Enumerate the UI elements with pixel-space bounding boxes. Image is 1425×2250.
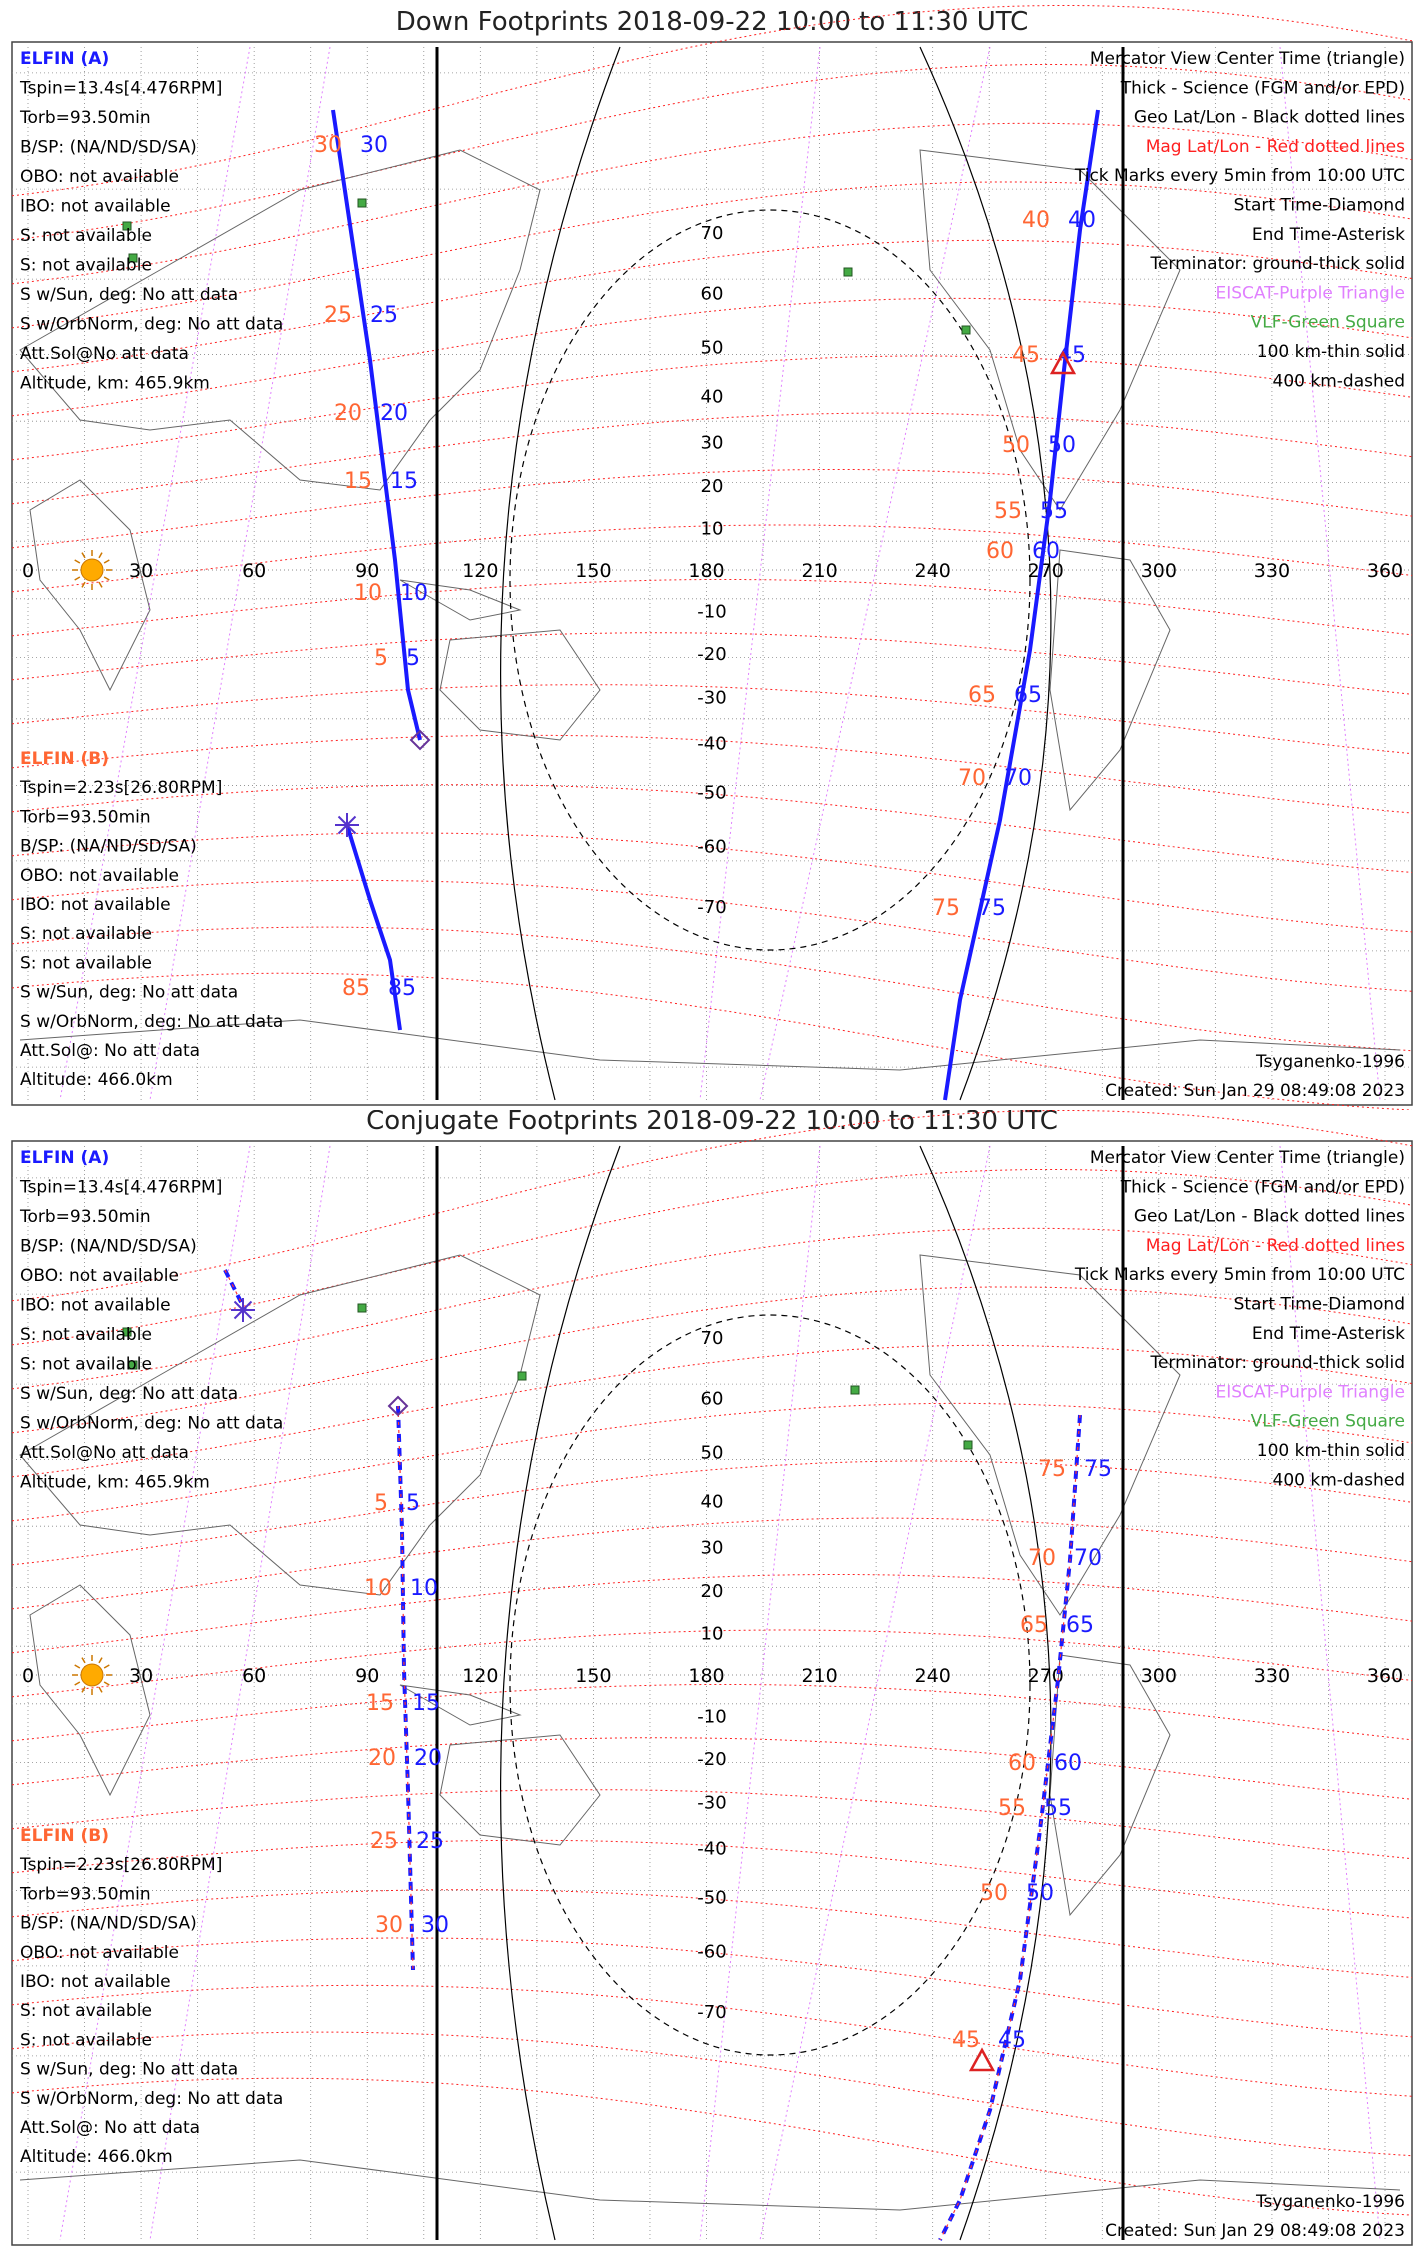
elfin-a-info-line: Torb=93.50min [20,1207,151,1227]
track-time-label: 55 [1044,1796,1072,1821]
elfin-b-info-line: Tspin=2.23s[26.80RPM] [20,1855,223,1876]
legend-line: Geo Lat/Lon - Black dotted lines [1133,107,1405,128]
lon-tick-label: 150 [575,1665,612,1687]
track-mag-label: 30 [314,133,342,158]
track-time-label: 60 [1032,539,1060,564]
track-mag-label: 40 [1022,208,1050,233]
elfin-a-info-line: OBO: not available [20,1266,179,1286]
track-mag-label: 60 [986,539,1014,564]
lon-tick-label: 180 [688,1665,725,1687]
legend-line: Tick Marks every 5min from 10:00 UTC [1074,166,1405,187]
lat-tick-label: 50 [700,1442,724,1464]
lon-tick-label: 240 [914,1665,951,1687]
track-mag-label: 55 [994,499,1022,524]
track-time-label: 75 [978,896,1006,921]
legend-line: Start Time-Diamond [1233,1294,1405,1315]
lat-tick-label: 30 [700,1537,724,1559]
vlf-station-marker [964,1441,972,1449]
lon-tick-label: 360 [1366,560,1404,582]
track-mag-label: 30 [375,1913,403,1938]
track-mag-label: 20 [368,1746,396,1771]
track-mag-label: 85 [342,976,370,1001]
legend-line: Thick - Science (FGM and/or EPD) [1120,78,1405,99]
elfin-b-info-line: S w/Sun, deg: No att data [20,982,239,1003]
track-mag-label: 65 [1020,1613,1048,1638]
lon-tick-label: 120 [462,560,499,582]
lat-tick-label: 50 [700,337,724,359]
legend-line: VLF-Green Square [1250,1411,1405,1432]
track-mag-label: 50 [1002,433,1030,458]
lon-tick-label: 360 [1366,1665,1404,1687]
lon-tick-label: 120 [462,1665,499,1687]
track-time-label: 50 [1048,433,1076,458]
track-time-label: 5 [406,1491,420,1516]
lat-tick-label: -70 [697,897,727,919]
track-time-label: 25 [416,1829,444,1854]
lat-tick-label: 70 [700,222,724,244]
elfin-b-info-line: S w/OrbNorm, deg: No att data [20,1011,284,1032]
elfin-b-info-line: OBO: not available [20,1942,179,1963]
elfin-a-info-line: S: not available [20,1325,152,1345]
elfin-b-info-line: B/SP: (NA/ND/SD/SA) [20,836,197,857]
elfin-a-info-line: S: not available [20,255,152,276]
elfin-b-info-line: Altitude: 466.0km [20,1070,173,1091]
elfin-b-title: ELFIN (B) [20,749,110,769]
lat-tick-label: -30 [697,687,727,709]
legend-line: Mercator View Center Time (triangle) [1089,1148,1405,1168]
lon-tick-label: 30 [128,560,154,582]
legend-line: End Time-Asterisk [1251,224,1405,245]
track-mag-label: 45 [1012,343,1040,368]
down-footprints-panel [0,0,1425,1110]
lat-tick-label: -70 [697,2002,727,2024]
track-time-label: 15 [390,469,418,494]
track-mag-label: 45 [952,2028,980,2053]
legend-line: Mag Lat/Lon - Red dotted lines [1145,136,1405,157]
elfin-b-info-line: Altitude: 466.0km [20,2147,173,2168]
track-time-label: 65 [1066,1613,1094,1638]
map-title: Conjugate Footprints 2018-09-22 10:00 to 11:30 UTC [366,1110,1058,1136]
track-mag-label: 60 [1008,1751,1036,1776]
lat-tick-label: -60 [697,836,727,858]
elfin-a-info-line: Tspin=13.4s[4.476RPM] [20,1177,223,1198]
track-time-label: 55 [1040,499,1068,524]
track-time-label: 20 [414,1746,442,1771]
lon-tick-label: 300 [1140,560,1177,582]
lon-tick-label: 90 [355,560,380,582]
elfin-a-title: ELFIN (A) [20,1148,110,1168]
created-label: Created: Sun Jan 29 08:49:08 2023 [1105,2221,1405,2241]
legend-line: 400 km-dashed [1272,371,1405,392]
track-time-label: 50 [1026,1881,1054,1906]
elfin-a-info-line: S w/OrbNorm, deg: No att data [20,314,284,335]
elfin-a-info-line: IBO: not available [20,1295,171,1316]
track-mag-label: 5 [374,646,388,671]
lat-tick-label: 20 [700,1581,724,1603]
track-time-label: 10 [400,581,428,606]
legend-line: Mercator View Center Time (triangle) [1089,49,1405,69]
end-time-asterisk [231,1298,255,1322]
track-mag-label: 75 [1038,1457,1066,1482]
lat-tick-label: -20 [697,1748,727,1770]
elfin-b-info-line: S w/Sun, deg: No att data [20,2059,239,2080]
track-mag-label: 20 [334,401,362,426]
elfin-a-info-line: B/SP: (NA/ND/SD/SA) [20,137,197,158]
track-time-label: 75 [1084,1457,1112,1482]
legend-line: Mag Lat/Lon - Red dotted lines [1145,1235,1405,1256]
elfin-b-info-line: Att.Sol@: No att data [20,2118,201,2138]
lon-tick-label: 30 [128,1665,154,1687]
lon-tick-label: 60 [242,1665,267,1687]
lat-tick-label: -10 [697,601,727,623]
track-time-label: 85 [388,976,416,1001]
elfin-a-info-line: Att.Sol@No att data [20,1443,189,1463]
vlf-station-marker [518,1372,526,1380]
lat-tick-label: 30 [700,432,724,454]
elfin-a-info-line: S w/OrbNorm, deg: No att data [20,1413,284,1434]
map-title: Down Footprints 2018-09-22 10:00 to 11:30 UTC [395,7,1029,37]
elfin-a-info-line: B/SP: (NA/ND/SD/SA) [20,1236,197,1257]
lon-tick-label: 210 [801,1665,838,1687]
lat-tick-label: 10 [700,518,724,540]
track-time-label: 25 [370,303,398,328]
elfin-b-info-line: Tspin=2.23s[26.80RPM] [20,778,223,799]
legend-line: Geo Lat/Lon - Black dotted lines [1133,1206,1405,1227]
elfin-a-info-line: Att.Sol@No att data [20,344,189,364]
lat-tick-label: -20 [697,643,727,665]
lat-tick-label: -60 [697,1941,727,1963]
lon-tick-label: 300 [1140,1665,1177,1687]
elfin-a-info-line: Tspin=13.4s[4.476RPM] [20,78,223,99]
legend-line: Terminator: ground-thick solid [1150,1353,1405,1374]
lat-tick-label: 20 [700,476,724,498]
elfin-a-info-line: Altitude, km: 465.9km [20,1472,210,1493]
lon-tick-label: 0 [21,560,35,582]
lon-tick-label: 60 [242,560,267,582]
elfin-a-info-line: S: not available [20,226,152,246]
track-mag-label: 75 [932,896,960,921]
elfin-b-info-line: IBO: not available [20,1972,171,1992]
track-time-label: 70 [1074,1546,1102,1571]
elfin-b-info-line: S: not available [20,953,152,974]
lon-tick-label: 270 [1027,1665,1064,1687]
lat-tick-label: -10 [697,1706,727,1728]
lat-tick-label: -50 [697,1887,727,1909]
track-mag-label: 25 [370,1829,398,1854]
lon-tick-label: 240 [914,560,951,582]
elfin-b-info-line: OBO: not available [20,865,179,886]
legend-line: Thick - Science (FGM and/or EPD) [1120,1177,1405,1198]
track-mag-label: 5 [374,1491,388,1516]
track-time-label: 20 [380,401,408,426]
track-time-label: 30 [421,1913,449,1938]
track-time-label: 45 [1058,343,1086,368]
track-mag-label: 55 [998,1796,1026,1821]
lat-tick-label: -50 [697,782,727,804]
elfin-b-info-line: S: not available [20,2001,152,2022]
elfin-a-info-line: S w/Sun, deg: No att data [20,285,239,305]
lon-tick-label: 0 [21,1665,35,1687]
legend-line: Start Time-Diamond [1233,195,1405,216]
track-time-label: 45 [998,2028,1026,2053]
lat-tick-label: 70 [700,1327,724,1349]
legend-line: End Time-Asterisk [1251,1323,1405,1344]
legend-line: 400 km-dashed [1272,1470,1405,1491]
track-time-label: 70 [1004,766,1032,791]
track-mag-label: 25 [324,303,352,328]
lon-tick-label: 330 [1253,1665,1291,1687]
elfin-a-info-line: Torb=93.50min [20,108,151,128]
end-time-asterisk [335,813,359,837]
model-label: Tsyganenko-1996 [1255,2192,1405,2212]
lon-tick-label: 90 [355,1665,380,1687]
legend-line: Tick Marks every 5min from 10:00 UTC [1074,1265,1405,1286]
elfin-a-title: ELFIN (A) [20,49,110,69]
legend-line: Terminator: ground-thick solid [1150,254,1405,275]
vlf-station-marker [358,1304,366,1312]
lat-tick-label: -30 [697,1792,727,1814]
elfin-b-info-line: S w/OrbNorm, deg: No att data [20,2088,284,2109]
track-time-label: 60 [1054,1751,1082,1776]
track-time-label: 5 [406,646,420,671]
conjugate-footprints-panel [0,1110,1425,2250]
lat-tick-label: 60 [700,1388,724,1410]
lon-tick-label: 150 [575,560,612,582]
legend-line: VLF-Green Square [1250,312,1405,333]
track-mag-label: 70 [1028,1546,1056,1571]
down-footprints-map [0,0,1425,1110]
elfin-b-info-line: Torb=93.50min [20,807,151,828]
elfin-b-title: ELFIN (B) [20,1826,110,1846]
elfin-a-info-line: IBO: not available [20,196,171,217]
elfin-b-info-line: S: not available [20,2030,152,2051]
lat-tick-label: 40 [700,386,724,408]
elfin-a-info-line: OBO: not available [20,167,179,187]
track-mag-label: 10 [354,581,382,606]
elfin-b-info-line: S: not available [20,924,152,945]
lat-tick-label: 40 [700,1491,724,1513]
conjugate-footprints-map [0,1110,1425,2250]
track-mag-label: 10 [364,1576,392,1601]
lon-tick-label: 270 [1027,560,1064,582]
vlf-station-marker [962,326,970,334]
track-mag-label: 50 [980,1881,1008,1906]
legend-line: 100 km-thin solid [1256,1441,1405,1461]
track-mag-label: 70 [958,766,986,791]
legend-line: EISCAT-Purple Triangle [1215,1382,1405,1403]
model-label: Tsyganenko-1996 [1255,1052,1405,1072]
track-mag-label: 65 [968,683,996,708]
sun-disc [81,559,103,581]
lat-tick-label: 60 [700,283,724,305]
lon-tick-label: 330 [1253,560,1291,582]
elfin-b-info-line: IBO: not available [20,895,171,915]
elfin-b-info-line: Att.Sol@: No att data [20,1041,201,1061]
track-time-label: 15 [412,1691,440,1716]
legend-line: 100 km-thin solid [1256,342,1405,362]
legend-line: EISCAT-Purple Triangle [1215,283,1405,304]
created-label: Created: Sun Jan 29 08:49:08 2023 [1105,1081,1405,1101]
vlf-station-marker [851,1386,859,1394]
vlf-station-marker [844,268,852,276]
track-time-label: 30 [360,133,388,158]
lon-tick-label: 210 [801,560,838,582]
elfin-a-info-line: S w/Sun, deg: No att data [20,1384,239,1404]
elfin-b-info-line: B/SP: (NA/ND/SD/SA) [20,1913,197,1934]
lat-tick-label: 10 [700,1623,724,1645]
lat-tick-label: -40 [697,1838,727,1860]
track-mag-label: 15 [366,1691,394,1716]
vlf-station-marker [358,199,366,207]
lon-tick-label: 180 [688,560,725,582]
track-time-label: 10 [410,1576,438,1601]
elfin-b-info-line: Torb=93.50min [20,1884,151,1905]
elfin-a-info-line: Altitude, km: 465.9km [20,373,210,394]
sun-disc [81,1664,103,1686]
elfin-a-info-line: S: not available [20,1354,152,1375]
track-time-label: 65 [1014,683,1042,708]
lat-tick-label: -40 [697,733,727,755]
track-mag-label: 15 [344,469,372,494]
track-time-label: 40 [1068,208,1096,233]
